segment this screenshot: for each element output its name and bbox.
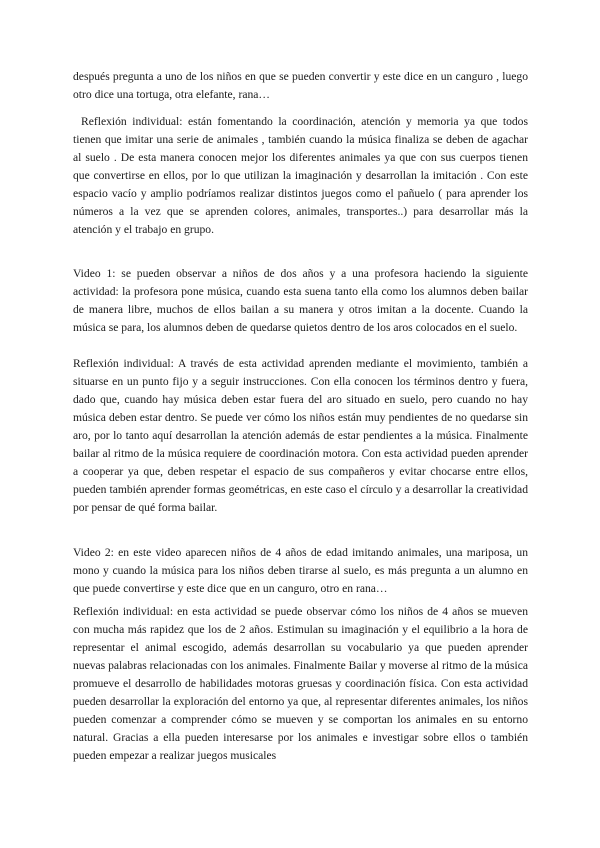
- paragraph-reflection-video-1: Reflexión individual: A través de esta actividad aprenden mediante el movimiento, también a situarse en un punto fijo y a seguir instrucciones. Con ella conocen los términos dentro y fuera, dado que, cuando hay música deben estar fuera del aro situado en suelo, pero cuando no hay música deben estar dentro. Se puede ver cómo los niños están muy pendientes de no quedarse sin aro, por lo tanto aquí desarrollan la atención además de estar pendientes a la música. Finalmente bailar al ritmo de la música requiere de coordinación motora. Con esta actividad pueden aprender a cooperar ya que, deben respetar el espacio de sus compañeros y evitar chocarse entre ellos, pueden también aprender formas geométricas, en este caso el círculo y a desarrollar la creatividad por pensar de qué forma bailar.: [73, 357, 528, 514]
- paragraph-video-1: Video 1: se pueden observar a niños de dos años y a una profesora haciendo la siguiente actividad: la profesora pone música, cuando esta suena tanto ella como los alumnos deben bailar de manera libre, muchos de ellos bailan a su manera y otros imitan a la docente. Cuando la música se para, los alumnos deben de quedarse quietos dentro de los aros colocados en el suelo.: [73, 267, 528, 334]
- paragraph-video-2: Video 2: en este video aparecen niños de 4 años de edad imitando animales, una mariposa, un mono y cuando la música para los niños deben tirarse al suelo, es más pregunta a un alumno en que puede convertirse y este dice que en un canguro, otro en rana…: [73, 546, 528, 595]
- paragraph-reflection-video-2: Reflexión individual: en esta actividad se puede observar cómo los niños de 4 años se mueven con mucha más rapidez que los de 2 años. Estimulan su imaginación y el equilibrio a la hora de representar el animal escogido, además desarrollan su vocabulario ya que pueden aprender nuevas palabras relacionadas con los animales. Finalmente Bailar y moverse al ritmo de la música promueve el desarrollo de habilidades motoras gruesas y coordinación física. Con esta actividad pueden desarrollar la exploración del entorno ya que, al representar diferentes animales, los niños pueden comenzar a comprender cómo se mueven y se comportan los animales en su entorno natural. Gracias a ella pueden interesarse por los animales e investigar sobre ellos o también pueden empezar a realizar juegos musicales: [73, 605, 528, 762]
- paragraph-video-intro-continuation: después pregunta a uno de los niños en que se pueden convertir y este dice en un canguro , luego otro dice una tortuga, otra elefante, rana…: [73, 70, 528, 101]
- paragraph-reflection-intro: Reflexión individual: están fomentando la coordinación, atención y memoria ya que todos tienen que imitar una serie de animales , también cuando la música finaliza se deben de agachar al suelo . De esta manera conocen mejor los diferentes animales ya que con sus cuerpos tienen que convertirse en ellos, por lo que utilizan la imaginación y desarrollan la imitación . Con este espacio vacío y amplio podríamos realizar distintos juegos como el pañuelo ( para aprender los números a la vez que se aprenden colores, animales, transportes..) para desarrollar más la atención y el trabajo en grupo.: [73, 115, 528, 236]
